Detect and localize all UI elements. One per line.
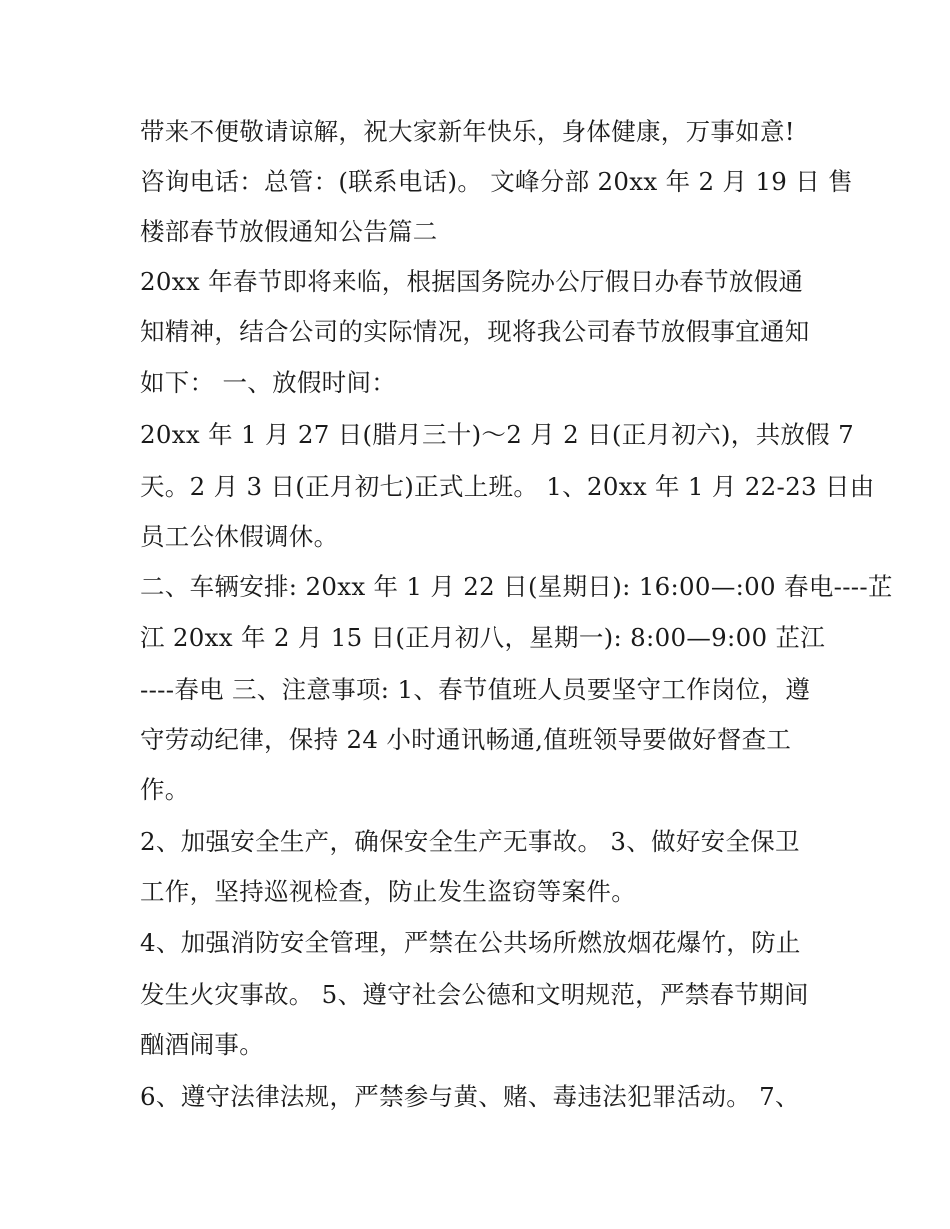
text-line: 工作，坚持巡视检查，防止发生盗窃等案件。 (140, 877, 636, 906)
text-line: 发生火灾事故。 5、遵守社会公德和文明规范，严禁春节期间 (140, 980, 809, 1009)
text-line: ----春电 三、注意事项: 1、春节值班人员要坚守工作岗位，遵 (140, 675, 811, 704)
text-line: 6、遵守法律法规，严禁参与黄、赌、毒违法犯罪活动。 7、 (140, 1082, 800, 1111)
text-line: 咨询电话：总管：(联系电话)。 文峰分部 20xx 年 2 月 19 日 售 (140, 167, 853, 196)
text-line: 2、加强安全生产，确保安全生产无事故。 3、做好安全保卫 (140, 827, 800, 856)
text-line: 20xx 年春节即将来临，根据国务院办公厅假日办春节放假通 (140, 267, 804, 296)
text-line: 20xx 年 1 月 27 日(腊月三十)～2 月 2 日(正月初六)，共放假 7 (140, 420, 854, 449)
text-line: 二、车辆安排: 20xx 年 1 月 22 日(星期日): 16:00—:00 春电----芷 (140, 572, 893, 601)
text-line: 员工公休假调休。 (140, 522, 339, 551)
text-line: 江 20xx 年 2 月 15 日(正月初八，星期一): 8:00—9:00 芷江 (140, 623, 826, 652)
text-line: 如下： 一、放假时间： (140, 368, 397, 397)
text-line: 天。2 月 3 日(正月初七)正式上班。 1、20xx 年 1 月 22-23 日由 (140, 472, 875, 501)
text-line: 知精神，结合公司的实际情况，现将我公司春节放假事宜通知 (140, 317, 810, 346)
text-line: 带来不便敬请谅解，祝大家新年快乐，身体健康，万事如意! (140, 117, 795, 146)
text-line: 4、加强消防安全管理，严禁在公共场所燃放烟花爆竹，防止 (140, 928, 801, 957)
text-line: 楼部春节放假通知公告篇二 (140, 217, 438, 246)
text-line: 守劳动纪律，保持 24 小时通讯畅通,值班领导要做好督查工 (140, 725, 792, 754)
text-line: 酗酒闹事。 (140, 1030, 264, 1059)
text-line: 作。 (140, 775, 190, 804)
